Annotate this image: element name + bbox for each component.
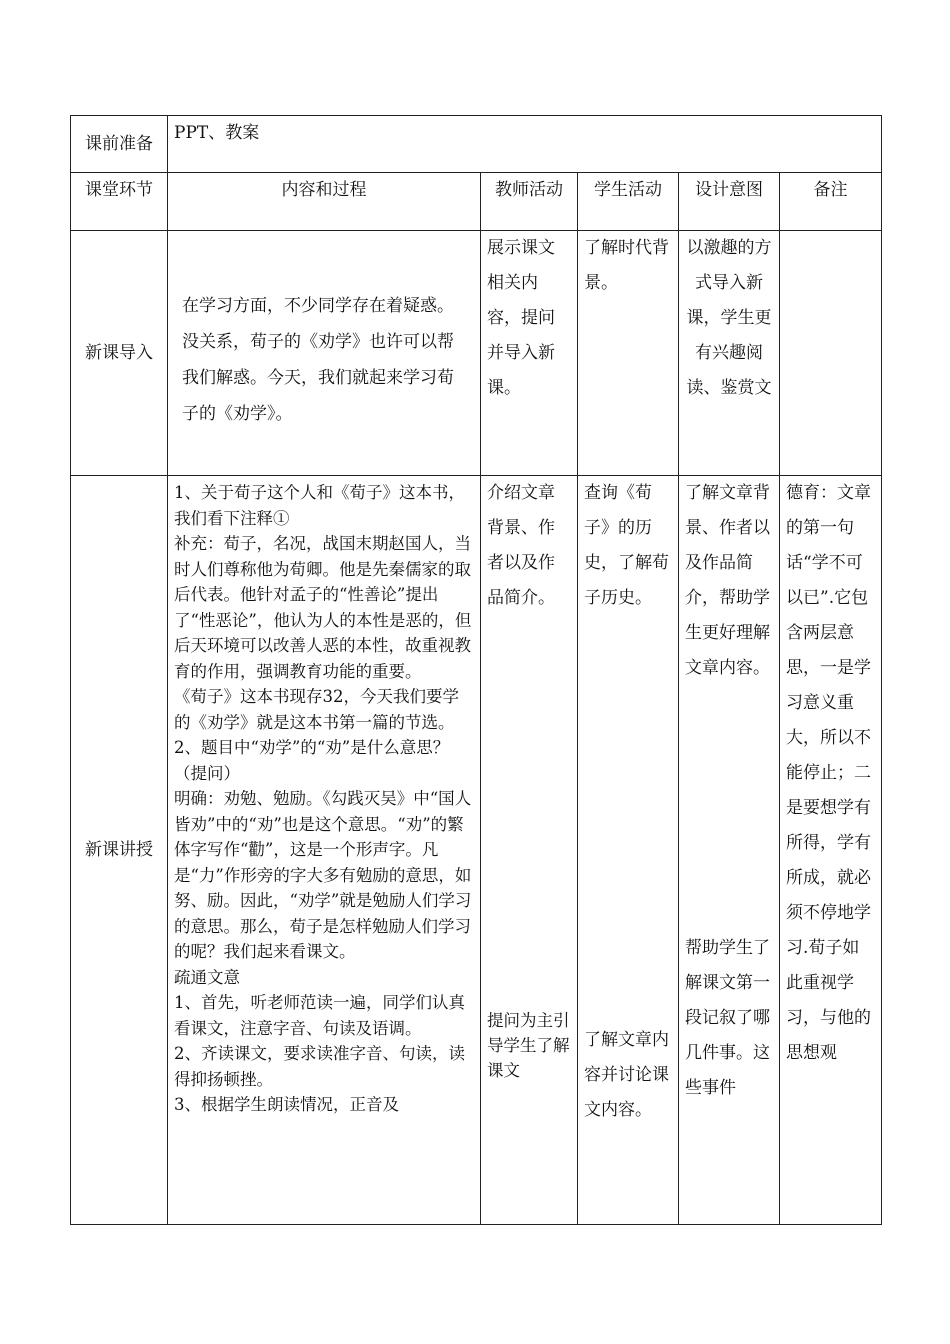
lecture-content xyxy=(174,476,474,1118)
lecture-paragraph: 1、关于荀子这个人和《荀子》这本书，我们看下注释① xyxy=(174,483,465,528)
header-stage: 课堂环节 xyxy=(71,173,168,231)
header-row xyxy=(71,173,882,231)
lecture-student-1: 查询《荀子》的历史，了解荀子历史。 xyxy=(584,483,669,608)
lecture-row xyxy=(71,476,882,1225)
lecture-teacher-1: 介绍文章背景、作者以及作品简介。 xyxy=(487,483,555,608)
lecture-content-cell xyxy=(168,476,481,1225)
lesson-plan-table xyxy=(70,115,882,1225)
prep-label: 课前准备 xyxy=(71,116,168,173)
lecture-paragraph: 3、根据学生朗读情况，正音及 xyxy=(174,1095,399,1114)
lecture-teacher-2: 提问为主引导学生了解课文 xyxy=(487,1011,570,1080)
header-design: 设计意图 xyxy=(679,173,780,231)
lecture-student-2: 了解文章内容并讨论课文内容。 xyxy=(584,1030,669,1120)
lecture-student-cell xyxy=(578,476,679,1225)
header-teacher: 教师活动 xyxy=(481,173,578,231)
header-notes: 备注 xyxy=(780,173,882,231)
lecture-paragraph: 2、齐读课文，要求读准字音、句读，读得抑扬顿挫。 xyxy=(174,1044,465,1089)
lecture-design-1: 了解文章背景、作者以及作品简介，帮助学生更好理解文章内容。 xyxy=(685,483,770,678)
lecture-paragraph: 1、首先，听老师范读一遍，同学们认真看课文，注意字音、句读及语调。 xyxy=(174,993,465,1038)
lecture-design-2: 帮助学生了解课文第一段记叙了哪几件事。这些事件 xyxy=(685,938,770,1098)
intro-row xyxy=(71,231,882,476)
intro-label: 新课导入 xyxy=(71,231,168,476)
intro-notes xyxy=(780,231,882,476)
prep-row xyxy=(71,116,882,173)
intro-content-cell xyxy=(168,231,481,476)
lecture-paragraph: 明确：劝勉、勉励。《勾践灭吴》中“国人皆劝”中的“劝”也是这个意思。“劝”的繁体字写作“勸”，这是一个形声字。凡是“力”作形旁的字大多有勉励的意思，如努、励。因此，“劝学”就是勉励人们学习的意思。那么，荀子是怎样勉励人们学习的呢？我们起来看课文。 xyxy=(174,789,472,961)
header-content: 内容和过程 xyxy=(168,173,481,231)
intro-student: 了解时代背景。 xyxy=(578,231,679,476)
lecture-teacher-cell xyxy=(481,476,578,1225)
lecture-paragraph: 《荀子》这本书现存32，今天我们要学的《劝学》就是这本书第一篇的节选。 xyxy=(174,687,459,732)
prep-value: PPT、教案 xyxy=(168,116,882,173)
lecture-paragraph: 2、题目中“劝学”的“劝”是什么意思？（提问） xyxy=(174,738,450,783)
intro-content: 在学习方面，不少同学存在着疑惑。没关系，荀子的《劝学》也许可以帮我们解惑。今天，我们就起来学习荀子的《劝学》。 xyxy=(182,296,454,424)
lecture-notes: 德育：文章的第一句话“学不可以已”.它包含两层意思，一是学习意义重大，所以不能停止；二是要想学有所得，学有所成，就必须不停地学习.荀子如此重视学习，与他的思想观 xyxy=(780,476,882,1225)
lecture-paragraph: 疏通文意 xyxy=(174,967,240,987)
lecture-paragraph: 补充：荀子，名况，战国末期赵国人，当时人们尊称他为荀卿。他是先秦儒家的取后代表。他针对孟子的“性善论”提出了“性恶论”，他认为人的本性是恶的，但后天环境可以改善人恶的本性，故重视教育的作用，强调教育功能的重要。 xyxy=(174,534,472,681)
header-student: 学生活动 xyxy=(578,173,679,231)
lecture-design-cell xyxy=(679,476,780,1225)
lecture-label: 新课讲授 xyxy=(71,476,168,1225)
intro-design: 以激趣的方式导入新课，学生更有兴趣阅读、鉴赏文 xyxy=(679,231,780,476)
intro-teacher: 展示课文相关内容，提问并导入新课。 xyxy=(481,231,578,476)
